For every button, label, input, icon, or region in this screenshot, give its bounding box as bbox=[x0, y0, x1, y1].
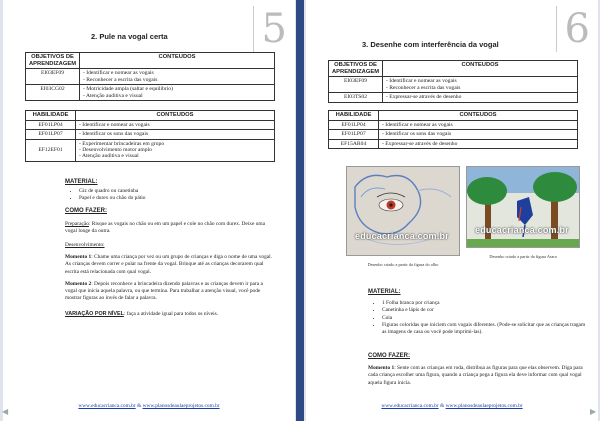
arara-drawing-icon bbox=[467, 167, 580, 248]
table-row bbox=[329, 93, 578, 102]
material-item: • Papel e durex ou chão do pátio bbox=[79, 195, 265, 202]
page-6 bbox=[306, 0, 598, 421]
moment-1-paragraph bbox=[368, 365, 588, 387]
moment-1-label: Momento 1 bbox=[368, 365, 395, 372]
table-row bbox=[26, 69, 275, 85]
preparation-text: : Risque as vogais no chão ou em um papel e cole no chão com durex. Deixe uma vogal longe da outra. bbox=[65, 221, 265, 235]
footer-link[interactable]: www.educacrianca.com.br bbox=[381, 403, 439, 409]
table-header: HABILIDADE bbox=[26, 111, 76, 121]
table-header: OBJETIVOS DE APRENDIZAGEM bbox=[329, 61, 383, 77]
scroll-left-icon[interactable]: ◀ bbox=[2, 407, 9, 416]
variation-text: : faça a atividade igual para todos os níveis. bbox=[123, 310, 219, 317]
page-number: 5 bbox=[253, 6, 287, 52]
objective-code: EI03EF09 bbox=[26, 69, 80, 85]
objective-code: EI03TS02 bbox=[329, 93, 383, 102]
footer-link[interactable]: www.planosdeaulaeprojetos.com.br bbox=[142, 403, 220, 409]
content-line: - Identificar e nomear as vogais bbox=[386, 78, 457, 85]
arara-drawing-photo bbox=[466, 166, 580, 248]
moment-2-text: : Depois reconhece a brincadeira dizendo palavras e as crianças devem ir para a vogal que inicia aquela palavra, ou que termina. Para trabalhar a atenção visual, você pode mostrar figuras ao invés de falar a palavra. bbox=[65, 280, 263, 302]
page-footer bbox=[3, 403, 295, 409]
material-item: • Figuras coloridas que iniciem com vogais diferentes. (Pode-se solicitar que as crianças tragam as imagens de casa ou você pode imprimi-las). bbox=[382, 322, 588, 337]
material-heading: MATERIAL: bbox=[65, 179, 98, 185]
content-line: - Motricidade ampla (saltar e equilíbrio) bbox=[83, 86, 173, 93]
table-row bbox=[329, 77, 578, 93]
skills-table bbox=[25, 110, 275, 162]
skill-code: EF01LP04 bbox=[329, 120, 379, 129]
footer-separator: & bbox=[135, 403, 143, 409]
preparation-label: Preparação bbox=[65, 221, 89, 228]
watermark: educacrianca.com.br bbox=[475, 225, 569, 235]
skill-code: EF01LP07 bbox=[26, 130, 76, 139]
table-header: HABILIDADE bbox=[329, 111, 379, 121]
activity-title: 3. Desenhe com interferência da vogal bbox=[362, 40, 499, 49]
content-line: - Atenção auditiva e visual bbox=[83, 92, 143, 99]
table-row bbox=[26, 120, 275, 129]
scroll-right-icon[interactable]: ▶ bbox=[590, 407, 597, 416]
material-item: • Canetinha e lápis de cor bbox=[382, 307, 588, 314]
table-row bbox=[329, 120, 578, 129]
material-section bbox=[368, 288, 588, 337]
table-row bbox=[329, 130, 578, 139]
content-line: - Reconhecer a escrita das vogais bbox=[386, 84, 461, 91]
content-line: - Identificar e nomear as vogais bbox=[79, 121, 150, 128]
photo-caption: Desenho criado a partir da figura do olho bbox=[367, 262, 439, 267]
content-line: - Expressar-se através de desenho bbox=[386, 94, 462, 101]
content-line: - Desenvolvimento motor amplo bbox=[79, 146, 152, 153]
activity-title: 2. Pule na vogal certa bbox=[91, 32, 168, 41]
variation-paragraph bbox=[65, 311, 275, 318]
footer-separator: & bbox=[438, 403, 446, 409]
footer-link[interactable]: www.planosdeaulaeprojetos.com.br bbox=[445, 403, 523, 409]
page-footer bbox=[306, 403, 598, 409]
page-divider bbox=[296, 0, 304, 421]
moment-1-paragraph bbox=[65, 254, 275, 276]
objective-code: EI03CG02 bbox=[26, 85, 80, 101]
preparation-paragraph bbox=[65, 221, 275, 236]
skill-code: EF15AR04 bbox=[329, 139, 379, 148]
content-line: - Identificar e nomear as vogais bbox=[83, 70, 154, 77]
skill-code: EF01LP07 bbox=[329, 130, 379, 139]
how-to-section bbox=[65, 207, 275, 318]
content-line: - Expressar-se através de desenho bbox=[382, 140, 458, 147]
how-to-heading: COMO FAZER: bbox=[368, 353, 410, 359]
table-header: OBJETIVOS DE APRENDIZAGEM bbox=[26, 53, 80, 69]
table-header: CONTEUDOS bbox=[383, 61, 578, 77]
material-heading: MATERIAL: bbox=[368, 289, 401, 295]
moment-1-text: : Chame uma criança por vez ou um grupo de crianças e diga o nome de uma vogal. As crianças devem correr e pular na frente da vogal. Brinque até as crianças decorarem qual escrita está relacionada com qual vogal. bbox=[65, 253, 273, 275]
objectives-table bbox=[328, 60, 578, 103]
moment-1-text: : Sente com as crianças em roda, distribua as figuras para que elas observem. Diga para cada criança escolher uma figura, quando a criança pega a figura ela deve informar com qual vogal aquela figura inicia. bbox=[368, 365, 583, 386]
material-item: • Cola bbox=[382, 315, 588, 322]
page-number: 6 bbox=[556, 6, 590, 52]
material-item: • Giz de quadro ou canetinha bbox=[79, 188, 265, 195]
content-line: - Experimentar brincadeiras em grupo bbox=[79, 140, 165, 147]
eye-drawing-icon bbox=[347, 167, 460, 256]
content-line: - Identificar os sons das vogais bbox=[79, 131, 149, 138]
table-row bbox=[329, 139, 578, 148]
skill-code: EF01LP04 bbox=[26, 120, 76, 129]
watermark: educacrianca.com.br bbox=[355, 231, 449, 241]
page-5 bbox=[3, 0, 295, 421]
content-line: - Atenção auditiva e visual bbox=[79, 153, 139, 160]
content-line: - Reconhecer a escrita das vogais bbox=[83, 76, 158, 83]
variation-label: VARIAÇÃO POR NÍVEL bbox=[65, 310, 124, 317]
how-to-heading: COMO FAZER: bbox=[65, 208, 107, 214]
moment-2-paragraph bbox=[65, 281, 275, 303]
table-header: CONTEUDOS bbox=[80, 53, 275, 69]
eye-drawing-photo bbox=[346, 166, 460, 256]
how-to-section bbox=[368, 352, 588, 387]
content-line: - Identificar os sons das vogais bbox=[382, 131, 452, 138]
footer-link[interactable]: www.educacrianca.com.br bbox=[78, 403, 136, 409]
material-section bbox=[65, 178, 265, 203]
objectives-table bbox=[25, 52, 275, 101]
development-label: Desenvolvimento: bbox=[65, 241, 105, 248]
moment-1-label: Momento 1 bbox=[65, 253, 92, 260]
table-row bbox=[26, 130, 275, 139]
skill-code: EF12EF01 bbox=[26, 139, 76, 161]
content-line: - Identificar e nomear as vogais bbox=[382, 121, 453, 128]
table-header: CONTEUDOS bbox=[379, 111, 578, 121]
material-item: • 1 Folha branca por criança bbox=[382, 300, 588, 307]
table-row bbox=[26, 139, 275, 161]
moment-2-label: Momento 2 bbox=[65, 280, 92, 287]
photo-caption: Desenho criado a partir da figura Arara bbox=[489, 254, 557, 259]
table-header: CONTEUDOS bbox=[76, 111, 275, 121]
table-row bbox=[26, 85, 275, 101]
objective-code: EI03EF09 bbox=[329, 77, 383, 93]
skills-table bbox=[328, 110, 578, 149]
